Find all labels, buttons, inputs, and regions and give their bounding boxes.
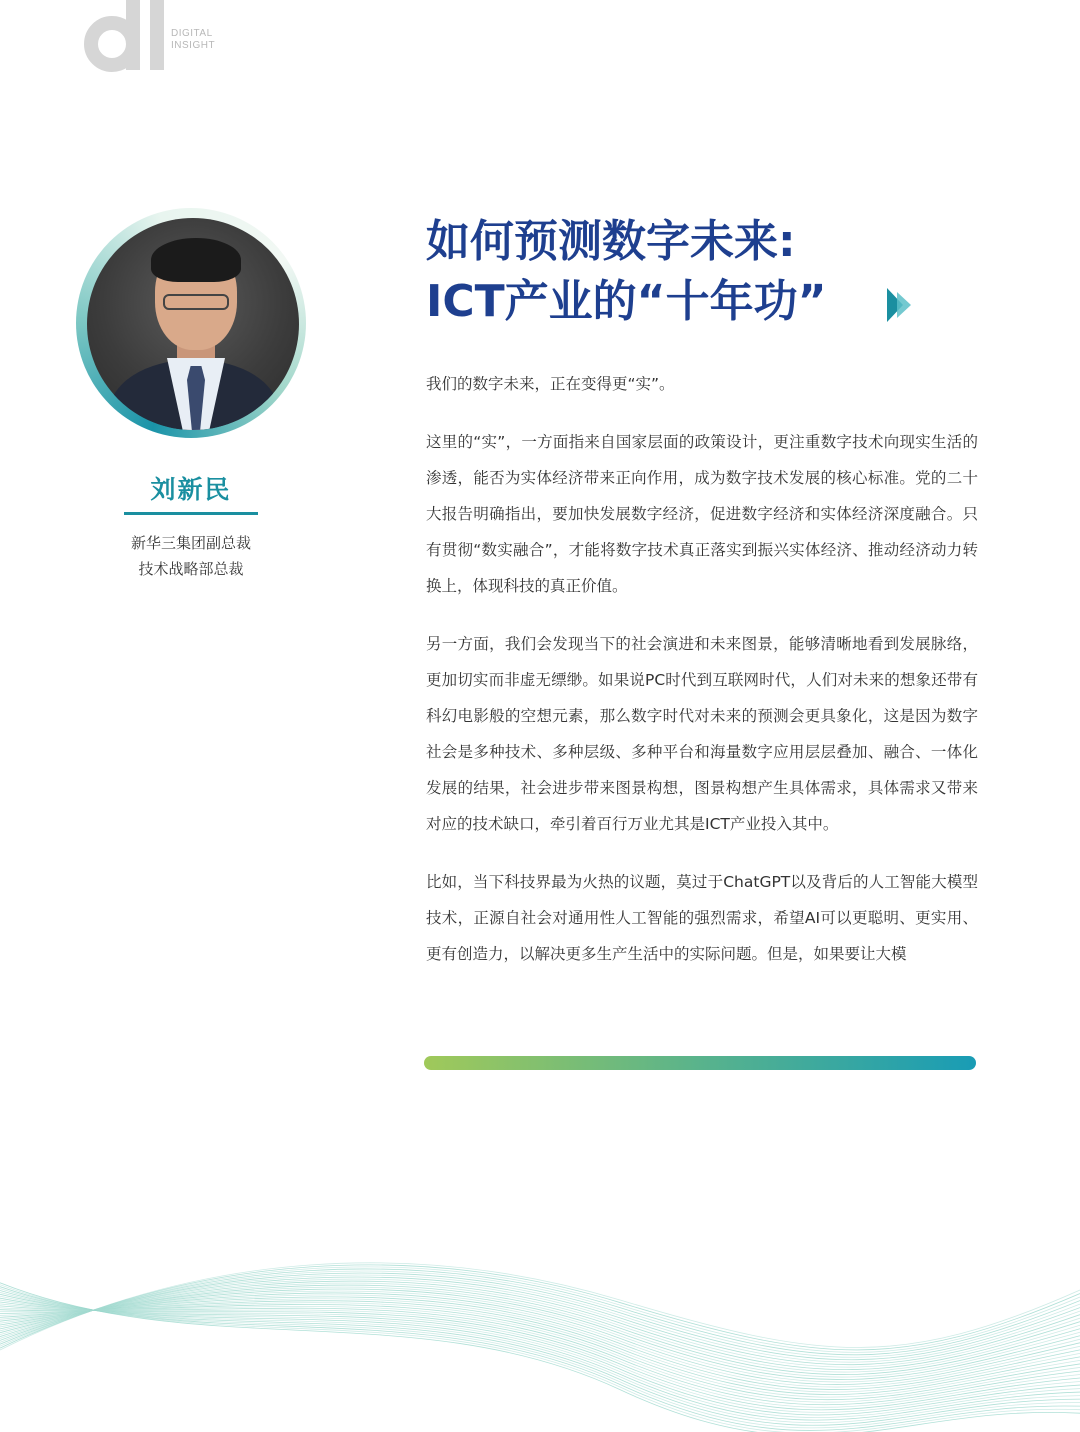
portrait-hair <box>151 238 241 282</box>
author-title-line2: 技术战略部总裁 <box>138 560 244 578</box>
logo-text-line2: INSIGHT <box>171 40 216 51</box>
wave-line <box>0 1285 1080 1432</box>
logo-i-stroke <box>150 0 164 70</box>
name-underline <box>124 512 258 515</box>
paragraph: 比如，当下科技界最为火热的议题，莫过于ChatGPT以及背后的人工智能大模型技术，正源自社会对通用性人工智能的强烈需求，希望AI可以更聪明、更实用、更有创造力，以解决更多生产生活中的实际问题。但是，如果要让大模 <box>426 873 978 963</box>
article-title <box>426 212 1046 332</box>
article-body <box>426 366 978 994</box>
logo-text-line1: DIGITAL <box>171 28 213 39</box>
decorative-gradient-bar <box>424 1056 976 1070</box>
paragraph: 另一方面，我们会发现当下的社会演进和未来图景，能够清晰地看到发展脉络，更加切实而非虚无缥缈。如果说PC时代到互联网时代，人们对未来的想象还带有科幻电影般的空想元素，那么数字时代对未来的预测会更具象化，这是因为数字社会是多种技术、多种层级、多种平台和海量数字应用层层叠加、融合、一体化发展的结果，社会进步带来图景构想，图景构想产生具体需求，具体需求又带来对应的技术缺口，牵引着百行万业尤其是ICT产业投入其中。 <box>426 635 978 833</box>
wave-line <box>0 1279 1080 1367</box>
decorative-waves <box>0 1230 1080 1432</box>
author-name: 刘新民 <box>150 475 232 504</box>
article-title-line2: ICT产业的“十年功” <box>426 276 827 327</box>
author-portrait <box>87 218 299 430</box>
author-title-line1: 新华三集团副总裁 <box>130 534 251 552</box>
article-title-line1: 如何预测数字未来: <box>426 216 796 267</box>
portrait-glasses <box>163 294 229 310</box>
paragraph: 这里的“实”，一方面指来自国家层面的政策设计，更注重数字技术向现实生活的渗透，能否为实体经济带来正向作用，成为数字技术发展的核心标准。党的二十大报告明确指出，要加快发展数字经济，促进数字经济和实体经济深度融合。只有贯彻“数实融合”，才能将数字技术真正落实到振兴实体经济、推动经济动力转换上，体现科技的真正价值。 <box>426 433 978 595</box>
author-title <box>100 530 282 582</box>
paragraph: 我们的数字未来，正在变得更“实”。 <box>426 375 675 393</box>
logo-text <box>171 28 215 52</box>
brand-logo <box>40 0 216 76</box>
title-arrow-icon <box>887 288 917 322</box>
logo-d-stem <box>126 0 140 70</box>
